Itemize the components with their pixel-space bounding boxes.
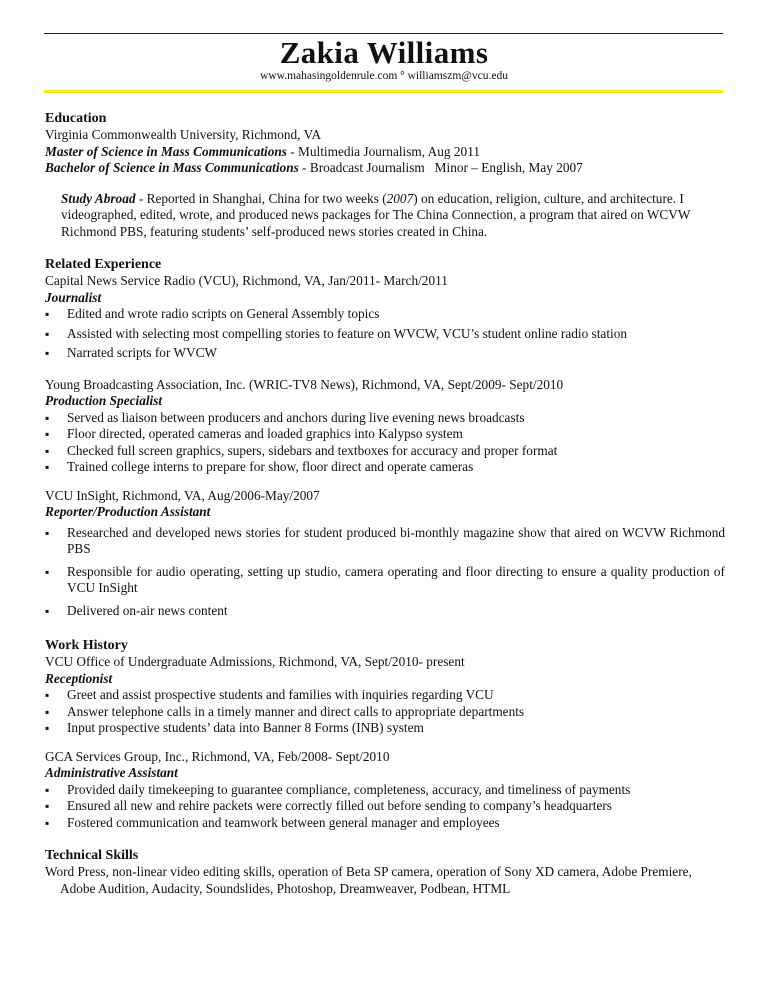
job-role: Receptionist: [45, 670, 113, 686]
job-bullets: [45, 410, 725, 476]
list-item: ▪ Assisted with selecting most compelling stories to feature on WVCW, VCU’s student online radio station: [45, 326, 725, 343]
list-item: ▪ Ensured all new and rehire packets were correctly filled out before sending to company’s headquarters: [45, 798, 725, 815]
list-item: ▪ Provided daily timekeeping to guarantee compliance, completeness, accuracy, and timeliness of payments: [45, 782, 725, 799]
list-item: ▪ Answer telephone calls in a timely manner and direct calls to appropriate departments: [45, 704, 725, 721]
job-org: Capital News Service Radio (VCU), Richmond, VA, Jan/2011- March/2011: [45, 273, 448, 288]
job-org: GCA Services Group, Inc., Richmond, VA, Feb/2008- Sept/2010: [45, 748, 390, 764]
study-abroad-label: Study Abroad: [61, 190, 136, 206]
job-bullets: [45, 687, 725, 737]
degree-detail: - Broadcast Journalism Minor – English, May 2007: [298, 160, 583, 175]
job-org: Young Broadcasting Association, Inc. (WRIC-TV8 News), Richmond, VA, Sept/2009- Sept/2010: [45, 376, 564, 392]
list-item: ▪ Responsible for audio operating, setting up studio, camera operating and floor directing to ensure a quality production of VCU InSight: [45, 564, 725, 597]
job-entry: [45, 488, 725, 620]
degree-title: Bachelor of Science in Mass Communications: [45, 160, 299, 175]
list-item: ▪ Edited and wrote radio scripts on General Assembly topics: [45, 306, 725, 323]
degree-detail: - Multimedia Journalism, Aug 2011: [286, 143, 481, 159]
section-title-work: Work History: [45, 638, 128, 653]
section-title-education: Education: [45, 111, 107, 126]
list-item: ▪ Greet and assist prospective students and families with inquiries regarding VCU: [45, 687, 725, 704]
study-abroad-text-a: - Reported in Shanghai, China for two weeks (: [135, 190, 387, 206]
skills-text: Word Press, non-linear video editing skills, operation of Beta SP camera, operation of Sony XD camera, Adobe Premiere, Adobe Audition, Audacity, Soundslides, Photoshop, Dreamweaver, Podbean, HTML: [45, 864, 692, 896]
list-item: ▪ Trained college interns to prepare for show, floor direct and operate cameras: [45, 459, 725, 476]
job-role: Journalist: [45, 289, 102, 305]
section-title-skills: Technical Skills: [45, 848, 139, 863]
list-item: ▪ Input prospective students’ data into Banner 8 Forms (INB) system: [45, 720, 725, 737]
job-entry: [45, 749, 725, 832]
list-item: ▪ Researched and developed news stories for student produced bi-monthly magazine show that aired on WCVW Richmond PBS: [45, 525, 725, 558]
study-abroad-text-b: ) on education, religion, culture, and architecture. I videographed, edited, wrote, and produced news packages for The China Connection, a program that aired on WCVW Richmond PBS, featuring students’ self-produced news stories created in China.: [61, 190, 691, 239]
section-title-related: Related Experience: [45, 257, 162, 272]
resume-body: [45, 110, 725, 897]
list-item: ▪ Floor directed, operated cameras and loaded graphics into Kalypso system: [45, 426, 725, 443]
list-item: ▪ Delivered on-air news content: [45, 603, 725, 620]
job-org: VCU Office of Undergraduate Admissions, Richmond, VA, Sept/2010- present: [45, 654, 465, 669]
list-item: ▪ Narrated scripts for WVCW: [45, 345, 725, 362]
list-item: ▪ Checked full screen graphics, supers, sidebars and textboxes for accuracy and proper format: [45, 443, 725, 460]
job-role: Production Specialist: [45, 393, 163, 408]
education-section: [45, 110, 725, 240]
job-entry: [45, 273, 725, 362]
study-abroad: [61, 191, 723, 241]
technical-skills-section: [45, 847, 725, 897]
job-bullets: [45, 782, 725, 832]
accent-rule: [44, 90, 723, 93]
list-item: ▪ Served as liaison between producers and anchors during live evening news broadcasts: [45, 410, 725, 427]
job-bullets: [45, 525, 725, 620]
study-abroad-year: 2007: [386, 190, 414, 206]
job-entry: [45, 654, 725, 737]
job-role: Reporter/Production Assistant: [45, 504, 211, 519]
list-item: ▪ Fostered communication and teamwork between general manager and employees: [45, 815, 725, 832]
related-experience-section: [45, 256, 725, 619]
degree-title: Master of Science in Mass Communications: [45, 143, 287, 159]
job-entry: [45, 377, 725, 476]
education-degree-bachelors: [45, 160, 725, 177]
contact-line: www.mahasingoldenrule.com ° williamszm@vcu.edu: [260, 70, 508, 82]
candidate-name: Zakia Williams: [279, 35, 489, 70]
job-org: VCU InSight, Richmond, VA, Aug/2006-May/2007: [45, 487, 320, 503]
job-role: Administrative Assistant: [45, 765, 178, 780]
education-degree-masters: [45, 144, 725, 161]
job-bullets: [45, 306, 725, 362]
work-history-section: [45, 637, 725, 831]
education-school: Virginia Commonwealth University, Richmond, VA: [45, 127, 322, 142]
